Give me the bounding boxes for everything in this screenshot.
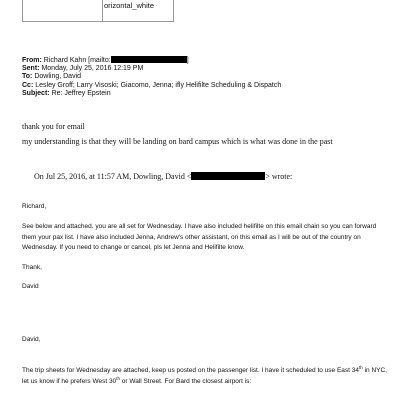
superscript: th: [359, 365, 363, 371]
message-1-signature: David: [22, 283, 39, 291]
message-1-thanks: Thank,: [22, 264, 42, 272]
message-2-body-part-1: The trip sheets for Wednesday are attached, keep us posted on the passenger list. I have it scheduled to use East 34: [22, 367, 360, 375]
from-row: [22, 56, 281, 65]
message-2: [22, 335, 387, 387]
message-2-body-part-2: in NYC, let us know if he prefers West 30: [22, 367, 387, 385]
from-tail: ]: [186, 57, 189, 64]
reply-line-1: thank you for email: [22, 122, 85, 131]
cc-row: [22, 82, 281, 90]
quote-attribution: [34, 172, 292, 181]
from-value: Richard Kahn [mailto:: [43, 57, 111, 64]
reply-line-2: my understanding is that they will be landing on bard campus which is what was done in the past: [22, 137, 333, 146]
subject-value: Re: Jeffrey Epstein: [51, 89, 111, 97]
email-header: [22, 56, 281, 98]
superscript: th: [116, 375, 120, 381]
sent-row: [22, 65, 281, 73]
sent-value: Monday, July 25, 2016 12:19 PM: [41, 65, 144, 73]
to-row: [22, 73, 281, 81]
message-2-body-part-3: or Wall Street. For Bard the closest airport is:: [119, 377, 252, 385]
subject-label: Subject:: [22, 89, 50, 97]
subject-row: [22, 90, 281, 98]
to-value: Dowling, David: [34, 73, 82, 81]
from-label: From:: [22, 57, 42, 64]
message-1-greeting: Richard,: [22, 203, 47, 210]
cc-value: Lesley Groff; Larry Visoski; Giacomo, Jenna; ifly Helifilte Scheduling & Dispatch: [35, 81, 282, 89]
quote-suffix: > wrote:: [265, 172, 293, 181]
table-divider: [102, 0, 103, 21]
redaction-box: [191, 172, 265, 180]
quote-prefix: On Jul 25, 2016, at 11:57 AM, Dowling, David <: [34, 172, 192, 181]
cc-label: Cc:: [22, 81, 34, 89]
message-1-body: See below and attached. you are all set for Wednesday. I have also included helifilte on this email chain so you can forward them your pax list. I have also included Jenna, Andrew's other assistant, on this email as I will be out of the country on Wednesday. If you need to change or cancel, pls let Jenna and Helifilte know.: [22, 223, 377, 251]
table-fragment: [22, 0, 174, 22]
message-2-body: [22, 366, 387, 387]
message-1: [22, 202, 387, 293]
sent-label: Sent:: [22, 65, 40, 73]
table-cell-text: orizontal_white: [104, 1, 155, 10]
message-2-greeting: David,: [22, 336, 41, 343]
to-label: To:: [22, 73, 33, 81]
redaction-box: [111, 56, 187, 63]
